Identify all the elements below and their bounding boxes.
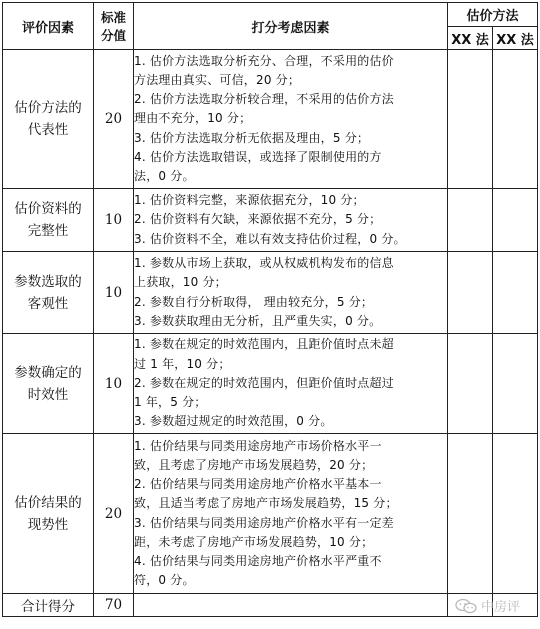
header-method-group: 估价方法 bbox=[448, 3, 538, 27]
table-row bbox=[3, 50, 538, 189]
method-a-score-cell bbox=[448, 189, 493, 252]
header-method-a: XX 法 bbox=[448, 27, 493, 50]
method-b-score-cell bbox=[493, 334, 538, 434]
method-a-score-cell bbox=[448, 252, 493, 334]
factor-cell: 估价资料的 完整性 bbox=[3, 189, 94, 252]
header-standard-line1: 标准 bbox=[100, 10, 126, 25]
factor-cell: 估价结果的 现势性 bbox=[3, 434, 94, 594]
scoring-table bbox=[2, 2, 538, 617]
total-criteria-cell bbox=[134, 594, 448, 617]
criteria-cell: 1. 估价方法选取分析充分、合理，不采用的估价 方法理由真实、可信，20 分； 2. 估价方法选取分析较合理，不采用的估价方法 理由不充分，10 分； 3. 估价方法选取分析无依据及理由，5 分； 4. 估价方法选取错误，或选择了限制使用的方 法，0 分。 bbox=[134, 50, 448, 189]
method-b-score-cell bbox=[493, 434, 538, 594]
watermark-text: 中房评 bbox=[480, 600, 520, 615]
criteria-cell: 1. 估价资料完整，来源依据充分，10 分； 2. 估价资料有欠缺，来源依据不充分，5 分； 3. 估价资料不全，难以有效支持估价过程，0 分。 bbox=[134, 189, 448, 252]
method-b-score-cell bbox=[493, 252, 538, 334]
factor-cell: 参数选取的 客观性 bbox=[3, 252, 94, 334]
method-a-score-cell bbox=[448, 434, 493, 594]
method-b-score-cell bbox=[493, 189, 538, 252]
total-score: 70 bbox=[94, 594, 134, 617]
score-cell: 20 bbox=[94, 50, 134, 189]
header-criteria: 打分考虑因素 bbox=[134, 3, 448, 50]
table-row bbox=[3, 189, 538, 252]
header-standard-line2: 分值 bbox=[100, 28, 126, 43]
score-cell: 10 bbox=[94, 334, 134, 434]
watermark bbox=[455, 596, 520, 615]
criteria-cell: 1. 估价结果与同类用途房地产市场价格水平一 致，且考虑了房地产市场发展趋势，20 分； 2. 估价结果与同类用途房地产价格水平基本一 致，且适当考虑了房地产市场发展趋势，15 分； 3. 估价结果与同类用途房地产价格水平有一定差 距，未考虑了房地产市场发展趋势，10 分； 4. 估价结果与同类用途房地产价格水平严重不 符，0 分。 bbox=[134, 434, 448, 594]
score-cell: 10 bbox=[94, 252, 134, 334]
method-b-score-cell bbox=[493, 50, 538, 189]
header-factor: 评价因素 bbox=[3, 3, 94, 50]
table-row bbox=[3, 334, 538, 434]
method-a-score-cell bbox=[448, 50, 493, 189]
header-method-b: XX 法 bbox=[493, 27, 538, 50]
factor-cell: 估价方法的 代表性 bbox=[3, 50, 94, 189]
table-row bbox=[3, 434, 538, 594]
total-label: 合计得分 bbox=[3, 594, 94, 617]
factor-cell: 参数确定的 时效性 bbox=[3, 334, 94, 434]
criteria-cell: 1. 参数从市场上获取，或从权威机构发布的信息 上获取，10 分； 2. 参数自行分析取得， 理由较充分，5 分； 3. 参数获取理由无分析，且严重失实，0 分。 bbox=[134, 252, 448, 334]
criteria-cell: 1. 参数在规定的时效范围内，且距价值时点未超 过 1 年，10 分； 2. 参数在规定的时效范围内，但距价值时点超过 1 年，5 分； 3. 参数超过规定的时效范围，0 分。 bbox=[134, 334, 448, 434]
table-row bbox=[3, 252, 538, 334]
method-a-score-cell bbox=[448, 334, 493, 434]
score-cell: 20 bbox=[94, 434, 134, 594]
score-cell: 10 bbox=[94, 189, 134, 252]
header-standard-score bbox=[94, 3, 134, 50]
wechat-icon bbox=[455, 598, 477, 614]
